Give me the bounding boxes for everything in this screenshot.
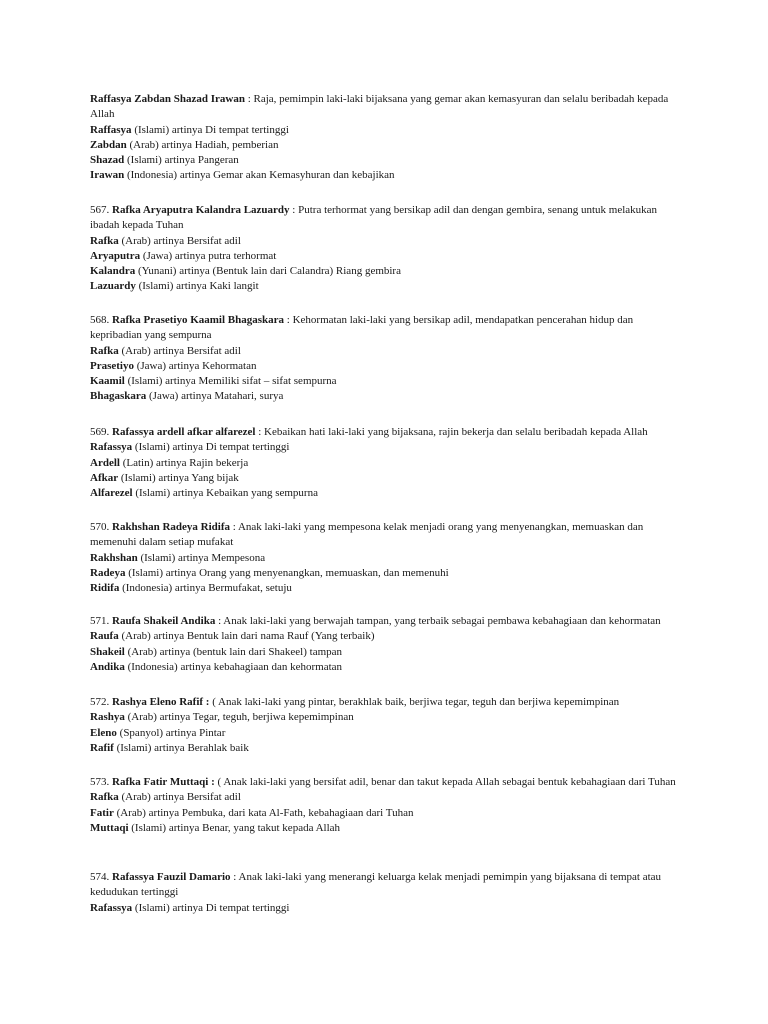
name-entry (90, 614, 682, 675)
entry-heading: 569. Rafassya ardell afkar alfarezel : Kebaikan hati laki-laki yang bijaksana, rajin bekerja dan selalu beribadah kepada Allah (90, 426, 648, 438)
name-part: Ridifa (Indonesia) artinya Bermufakat, setuju (90, 582, 292, 595)
name-entry (90, 92, 682, 184)
entry-description: Raja, pemimpin laki-laki bijaksana yang gemar akan kemasyuran dan selalu beribadah kepada Allah (90, 93, 669, 121)
name-part: Shazad (Islami) artinya Pangeran (90, 154, 239, 167)
name-entry (90, 520, 682, 596)
name-part: Kalandra (Yunani) artinya (Bentuk lain dari Calandra) Riang gembira (90, 265, 401, 278)
name-entry (90, 425, 682, 501)
name-part: Zabdan (Arab) artinya Hadiah, pemberian (90, 138, 279, 151)
entry-description: Anak laki-laki yang menerangi keluarga kelak menjadi pemimpin yang bijaksana di tempat atau kedudukan tertinggi (90, 871, 662, 899)
name-entry (90, 313, 682, 405)
entry-name: Rafassya ardell afkar alfarezel (112, 426, 256, 438)
entry-name: Rakhshan Radeya Ridifa (112, 521, 230, 533)
name-part: Fatir (Arab) artinya Pembuka, dari kata Al-Fath, kebahagiaan dari Tuhan (90, 806, 414, 819)
name-part: Raufa (Arab) artinya Bentuk lain dari nama Rauf (Yang terbaik) (90, 630, 375, 643)
name-part: Kaamil (Islami) artinya Memiliki sifat – sifat sempurna (90, 375, 337, 388)
name-part: Raffasya (Islami) artinya Di tempat tertinggi (90, 123, 289, 136)
name-part: Andika (Indonesia) artinya kebahagiaan dan kehormatan (90, 660, 343, 673)
entry-description: ( Anak laki-laki yang bersifat adil, benar dan takut kepada Allah sebagai bentuk kebahagiaan dari Tuhan (217, 776, 676, 788)
entry-heading: 568. Rafka Prasetiyo Kaamil Bhagaskara : Kehormatan laki-laki yang bersikap adil, mendapatkan pencerahan hidup dan kepribadian yang sempurna (90, 314, 634, 342)
entry-heading: 567. Rafka Aryaputra Kalandra Lazuardy : Putra terhormat yang bersikap adil dan dengan gembira, senang untuk melakukan ibadah kepada Tuhan (90, 204, 658, 232)
name-part: Rakhshan (Islami) artinya Mempesona (90, 551, 266, 564)
name-entry (90, 695, 682, 756)
entry-heading: 570. Rakhshan Radeya Ridifa : Anak laki-laki yang mempesona kelak menjadi orang yang menyenangkan, memuaskan dan memenuhi dalam setiap mufakat (90, 521, 644, 549)
name-part: Muttaqi (Islami) artinya Benar, yang takut kepada Allah (90, 821, 341, 834)
name-part: Irawan (Indonesia) artinya Gemar akan Kemasyhuran dan kebajikan (90, 169, 395, 182)
entry-heading: 572. Rashya Eleno Rafif : ( Anak laki-laki yang pintar, berakhlak baik, berjiwa tegar, teguh dan berjiwa kepemimpinan (90, 696, 620, 708)
name-part: Rafka (Arab) artinya Bersifat adil (90, 234, 241, 247)
name-part: Rafassya (Islami) artinya Di tempat tertinggi (90, 441, 290, 454)
name-part: Radeya (Islami) artinya Orang yang menyenangkan, memuaskan, dan memenuhi (90, 566, 449, 579)
name-entry (90, 870, 682, 916)
name-part: Rafka (Arab) artinya Bersifat adil (90, 791, 241, 804)
name-part: Rafassya (Islami) artinya Di tempat tertinggi (90, 901, 290, 914)
name-part: Bhagaskara (Jawa) artinya Matahari, surya (90, 390, 284, 403)
entry-description: Anak laki-laki yang berwajah tampan, yang terbaik sebagai pembawa kebahagiaan dan kehormatan (223, 615, 661, 627)
entry-name: Rafka Fatir Muttaqi : (112, 776, 215, 788)
entry-name: Raufa Shakeil Andika (112, 615, 216, 627)
entry-heading: 573. Rafka Fatir Muttaqi : ( Anak laki-laki yang bersifat adil, benar dan takut kepada Allah sebagai bentuk kebahagiaan dari Tuhan (90, 776, 676, 788)
name-part: Prasetiyo (Jawa) artinya Kehormatan (90, 359, 257, 372)
name-part: Shakeil (Arab) artinya (bentuk lain dari Shakeel) tampan (90, 645, 343, 658)
entry-description: Anak laki-laki yang mempesona kelak menjadi orang yang menyenangkan, memuaskan dan memenuhi dalam setiap mufakat (90, 521, 644, 549)
entry-name: Rafka Aryaputra Kalandra Lazuardy (112, 204, 290, 216)
name-entry (90, 775, 682, 836)
name-part: Eleno (Spanyol) artinya Pintar (90, 726, 226, 739)
entry-heading: 571. Raufa Shakeil Andika : Anak laki-laki yang berwajah tampan, yang terbaik sebagai pembawa kebahagiaan dan kehormatan (90, 615, 661, 627)
entry-heading: 574. Rafassya Fauzil Damario : Anak laki-laki yang menerangi keluarga kelak menjadi pemimpin yang bijaksana di tempat atau kedudukan tertinggi (90, 871, 662, 899)
entry-description: ( Anak laki-laki yang pintar, berakhlak baik, berjiwa tegar, teguh dan berjiwa kepemimpinan (212, 696, 620, 708)
name-part: Lazuardy (Islami) artinya Kaki langit (90, 280, 259, 293)
entry-heading: Raffasya Zabdan Shazad Irawan : Raja, pemimpin laki-laki bijaksana yang gemar akan kemasyuran dan selalu beribadah kepada Allah (90, 93, 669, 121)
name-part: Rashya (Arab) artinya Tegar, teguh, berjiwa kepemimpinan (90, 711, 354, 724)
name-part: Afkar (Islami) artinya Yang bijak (90, 471, 239, 484)
entry-name: Rashya Eleno Rafif : (112, 696, 210, 708)
name-part: Ardell (Latin) artinya Rajin bekerja (90, 456, 249, 469)
name-part: Alfarezel (Islami) artinya Kebaikan yang sempurna (90, 487, 318, 500)
name-part: Aryaputra (Jawa) artinya putra terhormat (90, 249, 277, 262)
entry-name: Raffasya Zabdan Shazad Irawan (90, 93, 245, 105)
name-entry (90, 203, 682, 295)
entry-description: Kebaikan hati laki-laki yang bijaksana, rajin bekerja dan selalu beribadah kepada Allah (264, 426, 648, 438)
name-part: Rafif (Islami) artinya Berahlak baik (90, 741, 249, 754)
entry-name: Rafassya Fauzil Damario (112, 871, 231, 883)
entry-description: Putra terhormat yang bersikap adil dan dengan gembira, senang untuk melakukan ibadah kepada Tuhan (90, 204, 658, 232)
entry-description: Kehormatan laki-laki yang bersikap adil, mendapatkan pencerahan hidup dan kepribadian yang sempurna (90, 314, 634, 342)
name-part: Rafka (Arab) artinya Bersifat adil (90, 344, 241, 357)
entry-name: Rafka Prasetiyo Kaamil Bhagaskara (112, 314, 285, 326)
